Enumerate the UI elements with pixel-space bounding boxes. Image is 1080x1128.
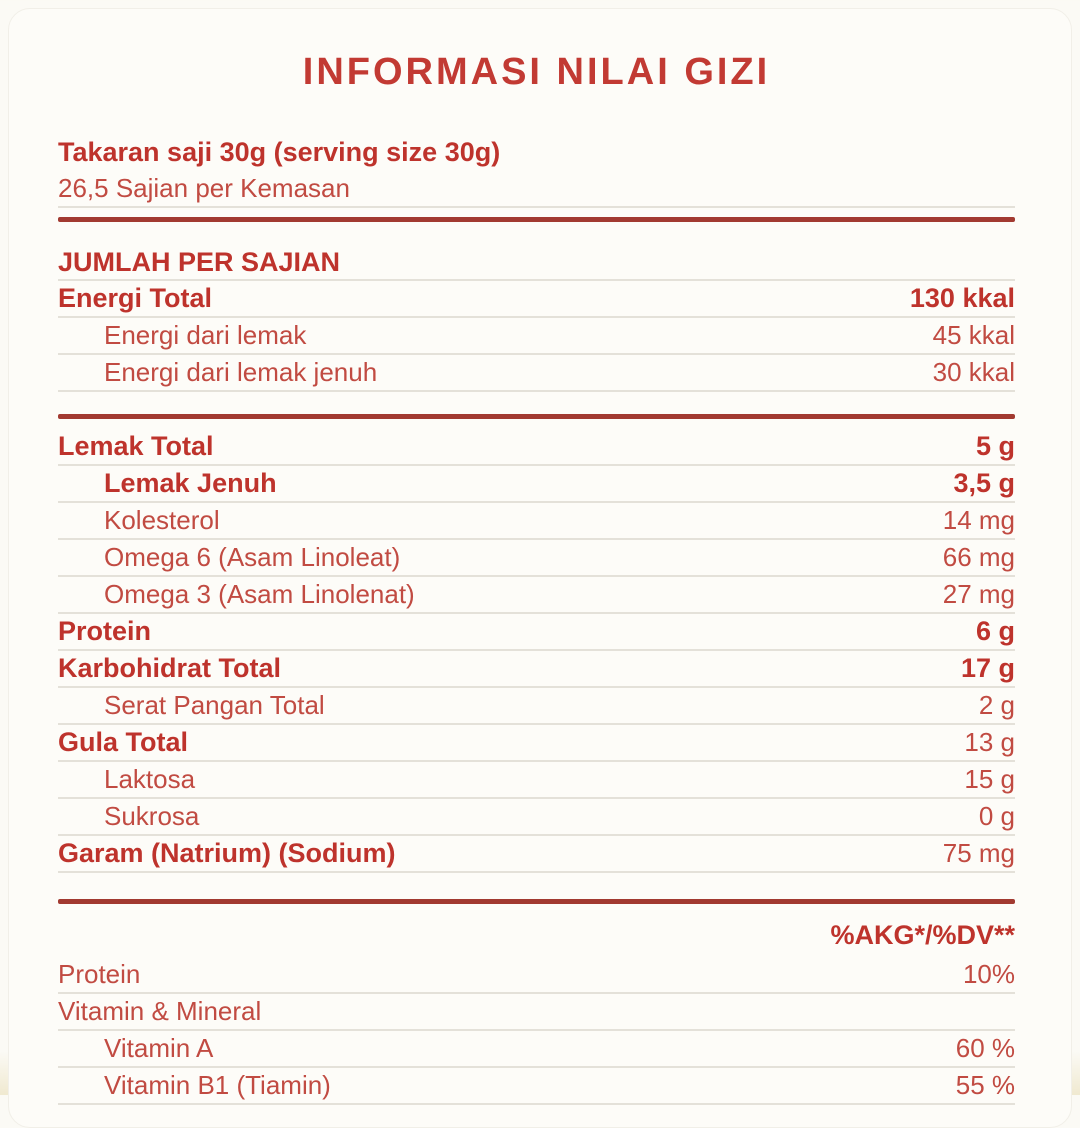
row-label: Lemak Jenuh [104, 468, 277, 498]
row-label: Vitamin & Mineral [58, 996, 262, 1026]
row-value: 45 kkal [932, 320, 1015, 350]
page-title: INFORMASI NILAI GIZI [302, 51, 771, 93]
table-row [58, 577, 1015, 614]
row-value: 130 kkal [909, 283, 1015, 313]
table-row [58, 725, 1015, 762]
row-value: 27 mg [942, 579, 1015, 609]
row-label: Omega 3 (Asam Linolenat) [104, 579, 415, 609]
row-label: Energi dari lemak [104, 320, 307, 350]
table-row [58, 836, 1015, 873]
row-value: 55 % [955, 1070, 1015, 1100]
row-value: 3,5 g [953, 468, 1015, 498]
daily-value-rows [58, 957, 1015, 1105]
row-label: Gula Total [58, 727, 189, 757]
thick-divider [58, 414, 1015, 419]
row-label: Protein [58, 959, 141, 989]
thick-divider [58, 217, 1015, 222]
row-label: Karbohidrat Total [58, 653, 282, 683]
table-row [58, 651, 1015, 688]
serving-size-line: Takaran saji 30g (serving size 30g) [58, 137, 501, 167]
row-label: Laktosa [104, 764, 196, 794]
table-row [58, 688, 1015, 725]
row-value: 14 mg [942, 505, 1015, 535]
row-value: 75 mg [942, 838, 1015, 868]
row-value: 30 kkal [932, 357, 1015, 387]
row-label: Omega 6 (Asam Linoleat) [104, 542, 401, 572]
row-value: 66 mg [942, 542, 1015, 572]
table-row [58, 994, 1015, 1031]
row-label: Energi Total [58, 283, 213, 313]
thick-divider [58, 899, 1015, 904]
table-row [58, 799, 1015, 836]
row-value: 10% [962, 959, 1015, 989]
nutrient-rows [58, 429, 1015, 873]
energy-rows [58, 281, 1015, 392]
row-value: 2 g [978, 690, 1015, 720]
row-value: 17 g [960, 653, 1015, 683]
row-value: 13 g [964, 727, 1015, 757]
row-label: Vitamin B1 (Tiamin) [104, 1070, 331, 1100]
row-value: 15 g [964, 764, 1015, 794]
row-label: Kolesterol [104, 505, 220, 535]
table-row [58, 614, 1015, 651]
row-label: Lemak Total [58, 431, 214, 461]
table-row [58, 355, 1015, 392]
nutrition-label-card [8, 8, 1072, 1128]
row-value: 5 g [975, 431, 1015, 461]
row-value: 6 g [975, 616, 1015, 646]
table-row [58, 1031, 1015, 1068]
row-label: Serat Pangan Total [104, 690, 325, 720]
row-label: Garam (Natrium) (Sodium) [58, 838, 396, 868]
servings-per-package-line: 26,5 Sajian per Kemasan [58, 171, 1015, 208]
table-row [58, 281, 1015, 318]
table-row [58, 540, 1015, 577]
daily-value-header: %AKG*/%DV** [830, 919, 1015, 950]
per-serving-header: JUMLAH PER SAJIAN [58, 245, 1015, 281]
table-row [58, 318, 1015, 355]
row-label: Energi dari lemak jenuh [104, 357, 378, 387]
table-row [58, 429, 1015, 466]
table-row [58, 466, 1015, 503]
row-label: Protein [58, 616, 152, 646]
serving-info [58, 134, 1015, 208]
table-row [58, 1068, 1015, 1105]
table-row [58, 762, 1015, 799]
row-value: 60 % [955, 1033, 1015, 1063]
row-label: Sukrosa [104, 801, 200, 831]
row-value: 0 g [978, 801, 1015, 831]
row-label: Vitamin A [104, 1033, 214, 1063]
table-row [58, 957, 1015, 994]
table-row [58, 503, 1015, 540]
